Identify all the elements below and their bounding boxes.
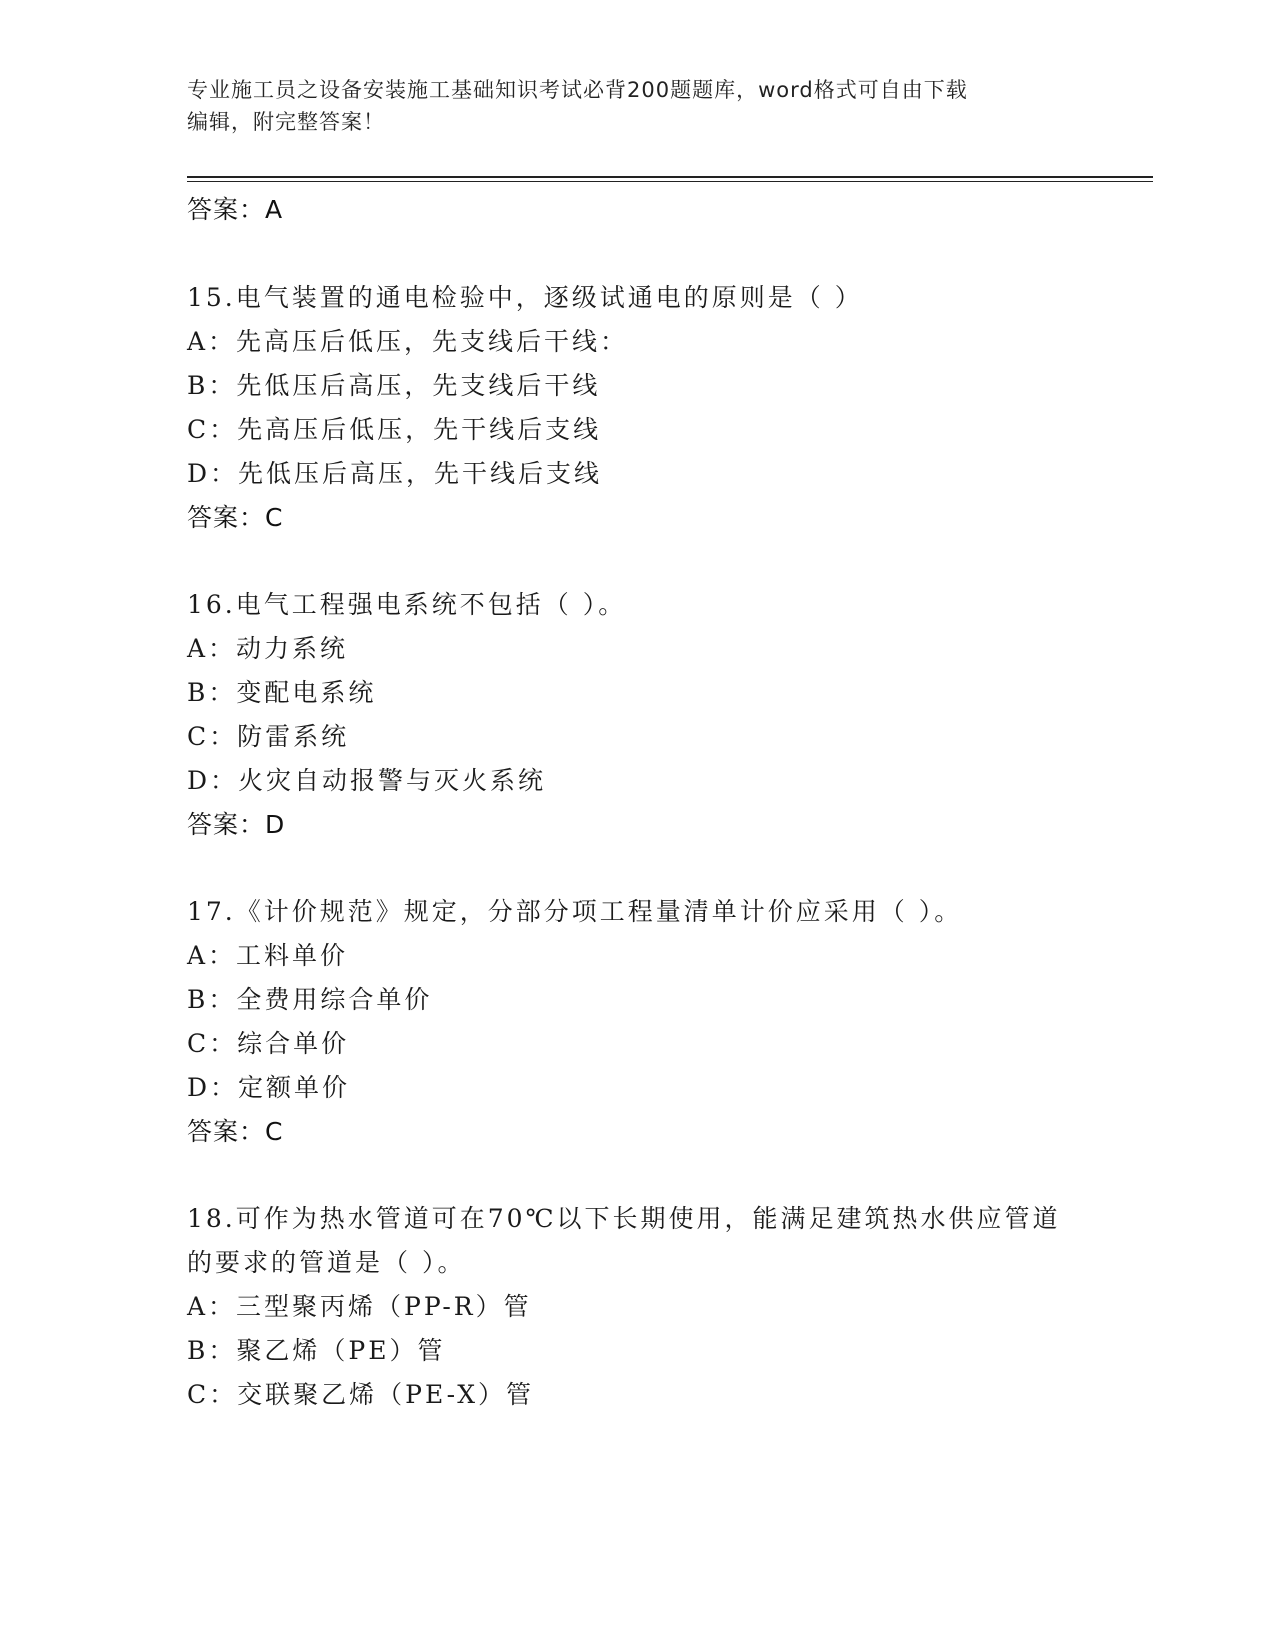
answer-line: 答案：C bbox=[187, 503, 284, 532]
option-d: D：火灾自动报警与灭火系统 bbox=[187, 766, 547, 795]
answer-line: 答案：A bbox=[187, 195, 284, 224]
option-b: B：变配电系统 bbox=[187, 678, 377, 707]
question-stem: 17.《计价规范》规定，分部分项工程量清单计价应采用（ ）。 bbox=[187, 897, 963, 926]
answer-line: 答案：C bbox=[187, 1117, 284, 1146]
option-a: A：工料单价 bbox=[187, 941, 349, 970]
header-divider bbox=[187, 176, 1153, 178]
header-line-2: 编辑，附完整答案！ bbox=[187, 110, 385, 134]
question-stem-continued: 的要求的管道是（ ）。 bbox=[187, 1248, 466, 1277]
option-d: D：定额单价 bbox=[187, 1073, 351, 1102]
header-divider-thin bbox=[187, 181, 1153, 182]
option-b: B：先低压后高压，先支线后干线 bbox=[187, 371, 601, 400]
option-a: A：先高压后低压，先支线后干线： bbox=[187, 327, 629, 356]
option-b: B：全费用综合单价 bbox=[187, 985, 433, 1014]
answer-line: 答案：D bbox=[187, 810, 286, 839]
option-b: B：聚乙烯（PE）管 bbox=[187, 1336, 446, 1365]
question-stem: 16.电气工程强电系统不包括（ ）。 bbox=[187, 590, 627, 619]
option-c: C：综合单价 bbox=[187, 1029, 350, 1058]
option-a: A：三型聚丙烯（PP-R）管 bbox=[187, 1292, 532, 1321]
option-c: C：防雷系统 bbox=[187, 722, 350, 751]
header-line-1: 专业施工员之设备安装施工基础知识考试必背200题题库，word格式可自由下载 bbox=[187, 78, 968, 102]
question-stem: 15.电气装置的通电检验中，逐级试通电的原则是（ ） bbox=[187, 283, 863, 312]
document-header bbox=[187, 74, 1087, 138]
option-a: A：动力系统 bbox=[187, 634, 349, 663]
option-d: D：先低压后高压，先干线后支线 bbox=[187, 459, 603, 488]
question-stem: 18.可作为热水管道可在70℃以下长期使用，能满足建筑热水供应管道 bbox=[187, 1204, 1061, 1233]
option-c: C：交联聚乙烯（PE-X）管 bbox=[187, 1380, 535, 1409]
option-c: C：先高压后低压，先干线后支线 bbox=[187, 415, 602, 444]
